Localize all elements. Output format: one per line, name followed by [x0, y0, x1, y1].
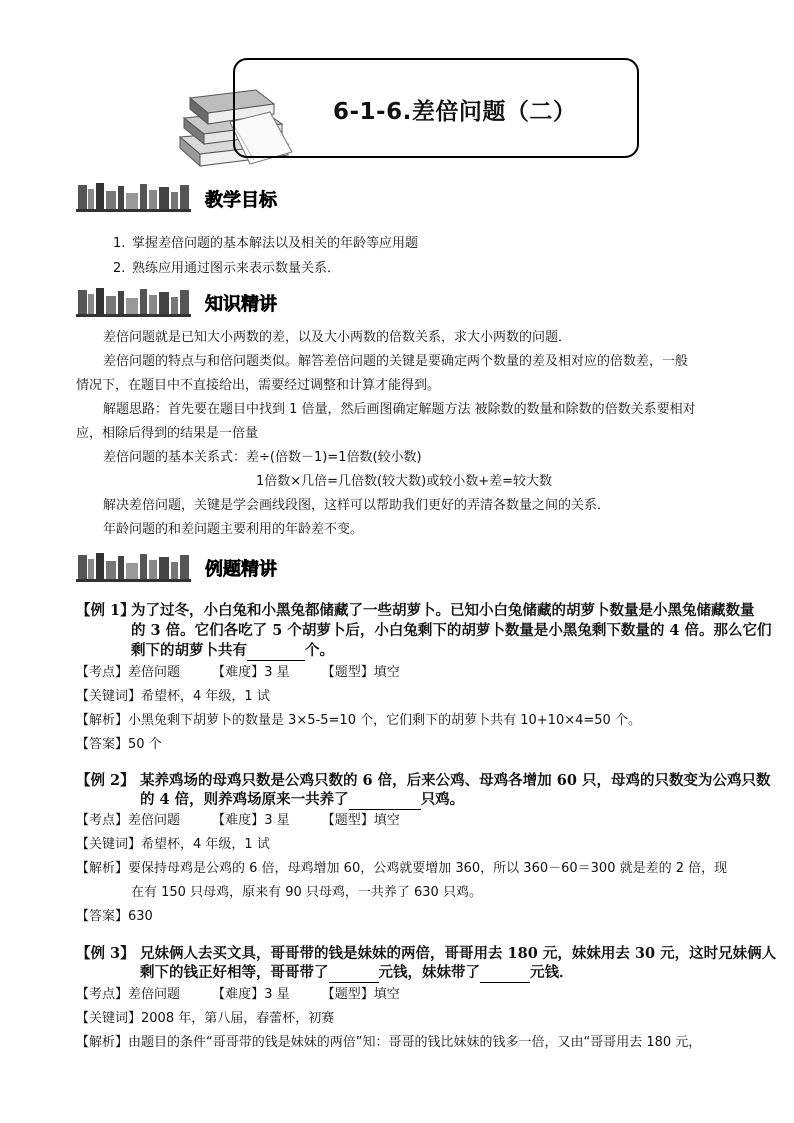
answer-blank	[329, 968, 379, 983]
knowledge-paragraph: 差倍问题就是已知大小两数的差，以及大小两数的倍数关系，求大小两数的问题．	[103, 330, 572, 345]
analysis-row: 【解析】小黑兔剩下胡萝卜的数量是 3×5-5=10 个，它们剩下的胡萝卜共有 10+10×4=50 个。	[76, 713, 641, 728]
answer-blank	[247, 646, 305, 661]
example-label: 【例 1】	[76, 602, 135, 619]
example-question: 剩下的胡萝卜共有 个。	[131, 642, 334, 659]
answer-blank	[349, 795, 421, 810]
example-question: 的 3 倍。它们各吃了 5 个胡萝卜后，小白兔剩下的胡萝卜数量是小黑兔剩下数量的 4 倍。那么它们	[131, 622, 772, 639]
knowledge-paragraph: 解决差倍问题，关键是学会画线段图，这样可以帮助我们更好的弄清各数量之间的关系．	[103, 498, 611, 513]
knowledge-paragraph: 差倍问题的特点与和倍问题类似。解答差倍问题的关键是要确定两个数量的差及相对应的倍数差，一般	[103, 354, 689, 369]
knowledge-paragraph: 情况下，在题目中不直接给出，需要经过调整和计算才能得到。	[76, 378, 441, 393]
example-question: 某养鸡场的母鸡只数是公鸡只数的 6 倍，后来公鸡、母鸡各增加 60 只，母鸡的只数变为公鸡只数	[140, 772, 771, 789]
formula-line: 差倍问题的基本关系式：差÷(倍数－1)=1倍数(较小数)	[103, 450, 422, 465]
analysis-row: 在有 150 只母鸡，原来有 90 只母鸡，一共养了 630 只鸡。	[131, 885, 482, 900]
knowledge-paragraph: 应，相除后得到的结果是一倍量	[76, 426, 259, 441]
keyword-row: 【关键词】希望杯，4 年级，1 试	[76, 837, 270, 852]
section-title-examples: 例题精讲	[205, 559, 277, 580]
meta-row: 【考点】差倍问题 【难度】3 星 【题型】填空	[76, 665, 400, 680]
keyword-row: 【关键词】2008 年，第八届，春蕾杯，初赛	[76, 1011, 335, 1026]
formula-line: 1倍数×几倍=几倍数(较大数)或较小数+差=较大数	[256, 474, 552, 489]
answer-row: 【答案】50 个	[76, 737, 162, 752]
bookshelf-icon	[76, 286, 191, 318]
example-question: 剩下的钱正好相等，哥哥带了 元钱，妹妹带了 元钱．	[140, 964, 574, 981]
knowledge-paragraph: 年龄问题的和差问题主要利用的年龄差不变。	[103, 522, 364, 537]
knowledge-paragraph: 解题思路：首先要在题目中找到 1 倍量，然后画图确定解题方法 被除数的数量和除数的倍数关系要相对	[103, 402, 696, 417]
bookshelf-icon	[76, 551, 191, 583]
example-label: 【例 2】	[76, 772, 135, 789]
section-title-knowledge: 知识精讲	[205, 294, 277, 315]
meta-row: 【考点】差倍问题 【难度】3 星 【题型】填空	[76, 813, 400, 828]
section-title-goals: 教学目标	[205, 190, 277, 211]
analysis-row: 【解析】要保持母鸡是公鸡的 6 倍，母鸡增加 60，公鸡就要增加 360，所以 360－60＝300 就是差的 2 倍，现	[76, 861, 728, 876]
meta-row: 【考点】差倍问题 【难度】3 星 【题型】填空	[76, 987, 400, 1002]
example-label: 【例 3】	[76, 945, 135, 962]
example-question: 兄妹俩人去买文具，哥哥带的钱是妹妹的两倍，哥哥用去 180 元，妹妹用去 30 元，这时兄妹俩人	[140, 945, 777, 962]
bookshelf-icon	[76, 181, 191, 213]
keyword-row: 【关键词】希望杯，4 年级，1 试	[76, 689, 270, 704]
goal-number-2: 2.	[113, 261, 126, 276]
goal-item-1: 掌握差倍问题的基本解法以及相关的年龄等应用题	[132, 236, 419, 251]
analysis-row: 【解析】由题目的条件“哥哥带的钱是妹妹的两倍”知：哥哥的钱比妹妹的钱多一倍，又由“哥哥用去 180 元，	[76, 1035, 702, 1050]
page-title: 6-1-6.差倍问题（二）	[333, 99, 577, 125]
answer-row: 【答案】630	[76, 909, 153, 924]
goal-item-2: 熟练应用通过图示来表示数量关系．	[132, 261, 341, 276]
example-question: 为了过冬，小白兔和小黑兔都储藏了一些胡萝卜。已知小白兔储藏的胡萝卜数量是小黑兔储藏数量	[131, 602, 755, 619]
example-question: 的 4 倍，则养鸡场原来一共养了 只鸡。	[140, 791, 465, 808]
goal-number-1: 1.	[113, 236, 126, 251]
answer-blank	[480, 968, 530, 983]
